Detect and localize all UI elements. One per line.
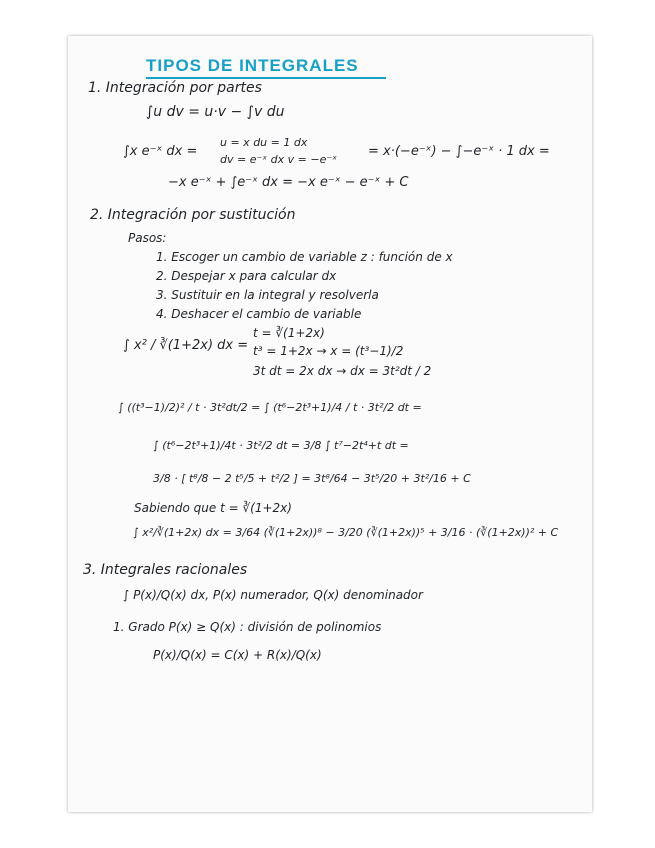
sub-line-3: 3/8 · [ t⁸/8 − 2 t⁵/5 + t²/2 ] = 3t⁸/64 − 3t⁵/20 + 3t²/16 + C: [153, 472, 471, 485]
step-1: 1. Escoger un cambio de variable z : función de x: [156, 250, 453, 264]
sub-knowing: Sabiendo que t = ∛(1+2x): [134, 501, 292, 515]
section-3-heading: 3. Integrales racionales: [83, 562, 248, 578]
parts-formula: ∫u dv = u·v − ∫v du: [146, 104, 285, 120]
sub-example-integral: ∫ x² / ∛(1+2x) dx =: [123, 338, 249, 353]
section-1-heading: 1. Integración por partes: [88, 80, 262, 96]
rational-case-1: 1. Grado P(x) ≥ Q(x) : división de polinomios: [113, 620, 382, 634]
parts-example-right: = x·(−e⁻ˣ) − ∫−e⁻ˣ · 1 dx =: [368, 144, 550, 159]
step-4: 4. Deshacer el cambio de variable: [156, 307, 362, 321]
sub-final: ∫ x²/∛(1+2x) dx = 3/64 (∛(1+2x))⁸ − 3/20 (∛(1+2x))⁵ + 3/16 · (∛(1+2x))² + C: [133, 526, 559, 539]
sub-dt: 3t dt = 2x dx → dx = 3t²dt / 2: [253, 364, 432, 378]
notebook-page: [68, 36, 592, 812]
step-3: 3. Sustituir en la integral y resolverla: [156, 288, 379, 302]
sub-line-1: ∫ ((t³−1)/2)² / t · 3t²dt/2 = ∫ (t⁶−2t³+1)/4 / t · 3t²/2 dt =: [118, 401, 422, 414]
parts-sub-dv: dv = e⁻ˣ dx v = −e⁻ˣ: [220, 153, 338, 166]
sub-line-2: ∫ (t⁶−2t³+1)/4t · 3t²/2 dt = 3/8 ∫ t⁷−2t⁴+t dt =: [153, 439, 409, 452]
rational-definition: ∫ P(x)/Q(x) dx, P(x) numerador, Q(x) denominador: [123, 588, 423, 602]
steps-label: Pasos:: [128, 231, 167, 245]
step-2: 2. Despejar x para calcular dx: [156, 269, 337, 283]
page-title: TIPOS DE INTEGRALES: [146, 56, 359, 75]
rational-case-1-formula: P(x)/Q(x) = C(x) + R(x)/Q(x): [153, 648, 322, 662]
sub-t3: t³ = 1+2x → x = (t³−1)/2: [253, 344, 404, 358]
title-underline: [146, 77, 386, 79]
parts-example-left: ∫x e⁻ˣ dx =: [123, 144, 198, 159]
parts-sub-u: u = x du = 1 dx: [220, 136, 308, 149]
section-2-heading: 2. Integración por sustitución: [90, 207, 296, 223]
sub-t: t = ∛(1+2x): [253, 326, 325, 340]
parts-result: −x e⁻ˣ + ∫e⁻ˣ dx = −x e⁻ˣ − e⁻ˣ + C: [168, 175, 409, 190]
